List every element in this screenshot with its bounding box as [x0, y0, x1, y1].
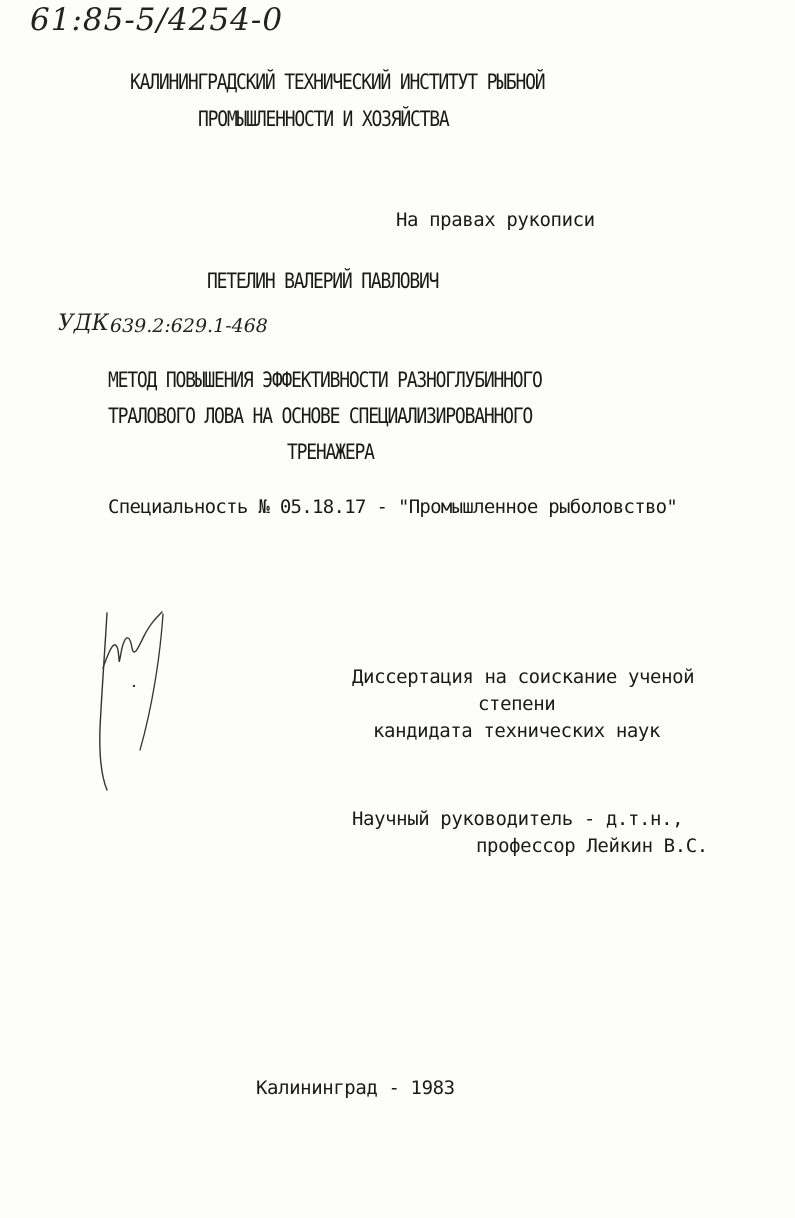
institute-name-line-1: КАЛИНИНГРАДСКИЙ ТЕХНИЧЕСКИЙ ИНСТИТУТ РЫБНОЙ: [130, 70, 545, 95]
thesis-title-line-1: МЕТОД ПОВЫШЕНИЯ ЭФФЕКТИВНОСТИ РАЗНОГЛУБИННОГО: [108, 368, 542, 393]
handwritten-signature: [90, 608, 170, 798]
udk-label: УДК: [58, 311, 109, 336]
udk-number: 639.2:629.1-468: [110, 315, 268, 337]
dissertation-line-1: Диссертация на соискание ученой: [352, 666, 695, 688]
supervisor-line-1: Научный руководитель - д.т.н.,: [352, 808, 684, 830]
thesis-title-line-3: ТРЕНАЖЕРА: [287, 440, 374, 465]
place-and-year: Калининград - 1983: [256, 1077, 455, 1099]
supervisor-line-2: профессор Лейкин В.С.: [476, 835, 708, 857]
thesis-title-line-2: ТРАЛОВОГО ЛОВА НА ОСНОВЕ СПЕЦИАЛИЗИРОВАННОГО: [108, 404, 533, 429]
institute-name-line-2: ПРОМЫШЛЕННОСТИ И ХОЗЯЙСТВА: [198, 107, 449, 132]
author-name: ПЕТЕЛИН ВАЛЕРИЙ ПАВЛОВИЧ: [207, 269, 439, 294]
manuscript-rights-note: На правах рукописи: [396, 209, 595, 231]
dissertation-line-2: степени: [478, 693, 556, 715]
specialty-line: Специальность № 05.18.17 - "Промышленное рыболовство": [108, 496, 678, 518]
archive-call-number: 61:85-5/4254-0: [30, 2, 284, 38]
dissertation-line-3: кандидата технических наук: [373, 720, 661, 742]
